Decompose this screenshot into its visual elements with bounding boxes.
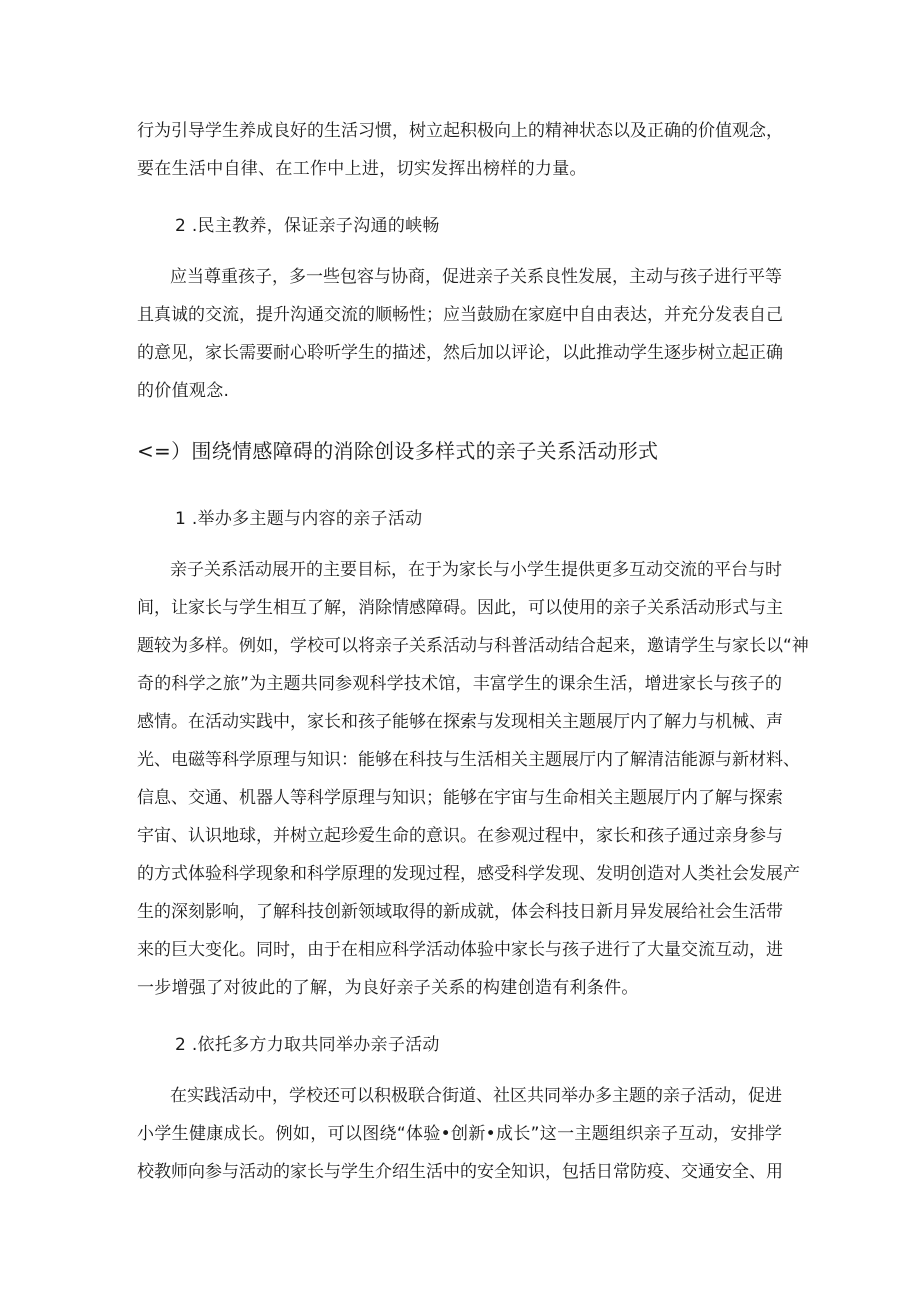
paragraph-line: 在实践活动中，学校还可以积极联合街道、社区共同举办多主题的亲子活动，促进 (170, 1086, 782, 1106)
paragraph-line: 奇的科学之旅”为主题共同参观科学技术馆，丰富学生的课余生活，增进家长与孩子的 (137, 674, 782, 694)
paragraph-line: 一步增强了对彼此的了解，为良好亲子关系的构建创造有利条件。 (137, 978, 639, 998)
paragraph-line: 的方式体验科学现象和科学原理的发现过程，感受科学发现、发明创造对人类社会发展产 (137, 864, 800, 884)
section-heading: <=）围绕情感障碍的消除创设多样式的亲子关系活动形式 (137, 439, 659, 463)
paragraph-line: 要在生活中自律、在工作中上进，切实发挥出榜样的力量。 (137, 159, 587, 179)
paragraph-line: 校教师向参与活动的家长与学生介绍生活中的安全知识，包括日常防疫、交通安全、用 (137, 1162, 783, 1182)
paragraph-line: 的意见，家长需要耐心聆听学生的描述，然后加以评论，以此推动学生逐步树立起正确 (137, 343, 783, 363)
paragraph-line: 生的深刻影响，了解科技创新领域取得的新成就，体会科技日新月异发展给社会生活带 (137, 902, 783, 922)
subsection-heading: 2 .依托多方力取共同举办亲子活动 (175, 1035, 440, 1055)
paragraph-line: 信息、交通、机器人等科学原理与知识；能够在宇宙与生命相关主题展厅内了解与探索 (137, 788, 783, 808)
paragraph-line: 宇宙、认识地球，并树立起珍爱生命的意识。在参观过程中，家长和孩子通过亲身参与 (137, 826, 783, 846)
paragraph-line: 感情。在活动实践中，家长和孩子能够在探索与发现相关主题展厅内了解力与机械、声 (137, 712, 783, 732)
paragraph-line: 的价值观念. (137, 381, 230, 401)
paragraph-line: 来的巨大变化。同时，由于在相应科学活动体验中家长与孩子进行了大量交流互动，进 (137, 940, 783, 960)
paragraph-line: 光、电磁等科学原理与知识：能够在科技与生活相关主题展厅内了解清洁能源与新材料、 (137, 750, 800, 770)
paragraph-line: 且真诚的交流，提升沟通交流的顺畅性；应当鼓励在家庭中自由表达，并充分发表自己 (137, 305, 783, 325)
paragraph-line: 小学生健康成长。例如，可以图绕“体验•创新•成长”这一主题组织亲子互动，安排学 (137, 1124, 782, 1144)
paragraph-line: 应当尊重孩子，多一些包容与协商，促进亲子关系良性发展，主动与孩子进行平等 (170, 267, 782, 287)
subsection-heading: 2 .民主教养，保证亲子沟通的峡畅 (175, 216, 440, 236)
paragraph-line: 间，让家长与学生相互了解，消除情感障碍。因此，可以使用的亲子关系活动形式与主 (137, 598, 783, 618)
paragraph-line: 题较为多样。例如，学校可以将亲子关系活动与科普活动结合起来，邀请学生与家长以“神 (137, 636, 809, 656)
paragraph-line: 行为引导学生养成良好的生活习惯，树立起积极向上的精神状态以及正确的价值观念， (137, 121, 783, 141)
paragraph-line: 亲子关系活动展开的主要目标，在于为家长与小学生提供更多互动交流的平台与时 (170, 560, 782, 580)
subsection-heading: 1 .举办多主题与内容的亲子活动 (175, 509, 423, 529)
